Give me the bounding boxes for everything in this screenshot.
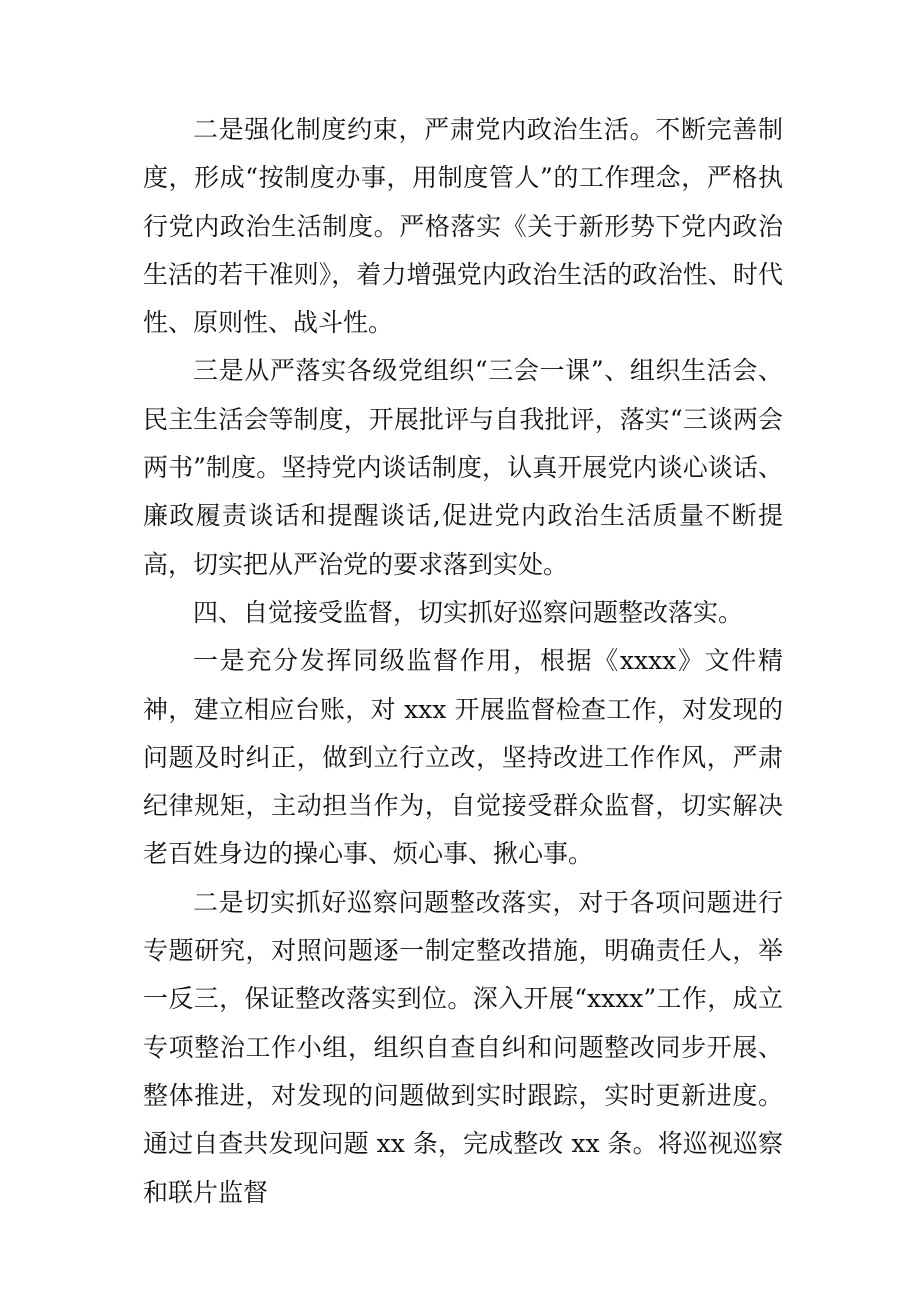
paragraph-institutional-constraints: 二是强化制度约束，严肃党内政治生活。不断完善制度，形成“按制度办事，用制度管人”的工作理念，严格执行党内政治生活制度。严格落实《关于新形势下党内政治生活的若干准则》，着力增强党内政治生活的政治性、时代性、原则性、战斗性。 <box>143 115 783 338</box>
paragraph-peer-supervision: 一是充分发挥同级监督作用，根据《xxxx》文件精神，建立相应台账，对 xxx 开展监督检查工作，对发现的问题及时纠正，做到立行立改，坚持改进工作作风，严肃纪律规矩，主动担当作为，自觉接受群众监督，切实解决老百姓身边的操心事、烦心事、揪心事。 <box>143 646 783 869</box>
paragraph-party-meetings: 三是从严落实各级党组织“三会一课”、组织生活会、民主生活会等制度，开展批评与自我批评，落实“三谈两会两书”制度。坚持党内谈话制度，认真开展党内谈心谈话、廉政履责谈话和提醒谈话,促进党内政治生活质量不断提高，切实把从严治党的要求落到实处。 <box>143 356 783 579</box>
document-body <box>143 106 783 1217</box>
paragraph-inspection-rectification: 二是切实抓好巡察问题整改落实，对于各项问题进行专题研究，对照问题逐一制定整改措施，明确责任人，举一反三，保证整改落实到位。深入开展“xxxx”工作，成立专项整治工作小组，组织自查自纠和问题整改同步开展、整体推进，对发现的问题做到实时跟踪，实时更新进度。通过自查共发现问题 xx 条，完成整改 xx 条。将巡视巡察和联片监督 <box>143 887 783 1207</box>
section-heading-supervision: 四、自觉接受监督，切实抓好巡察问题整改落实。 <box>193 597 744 627</box>
